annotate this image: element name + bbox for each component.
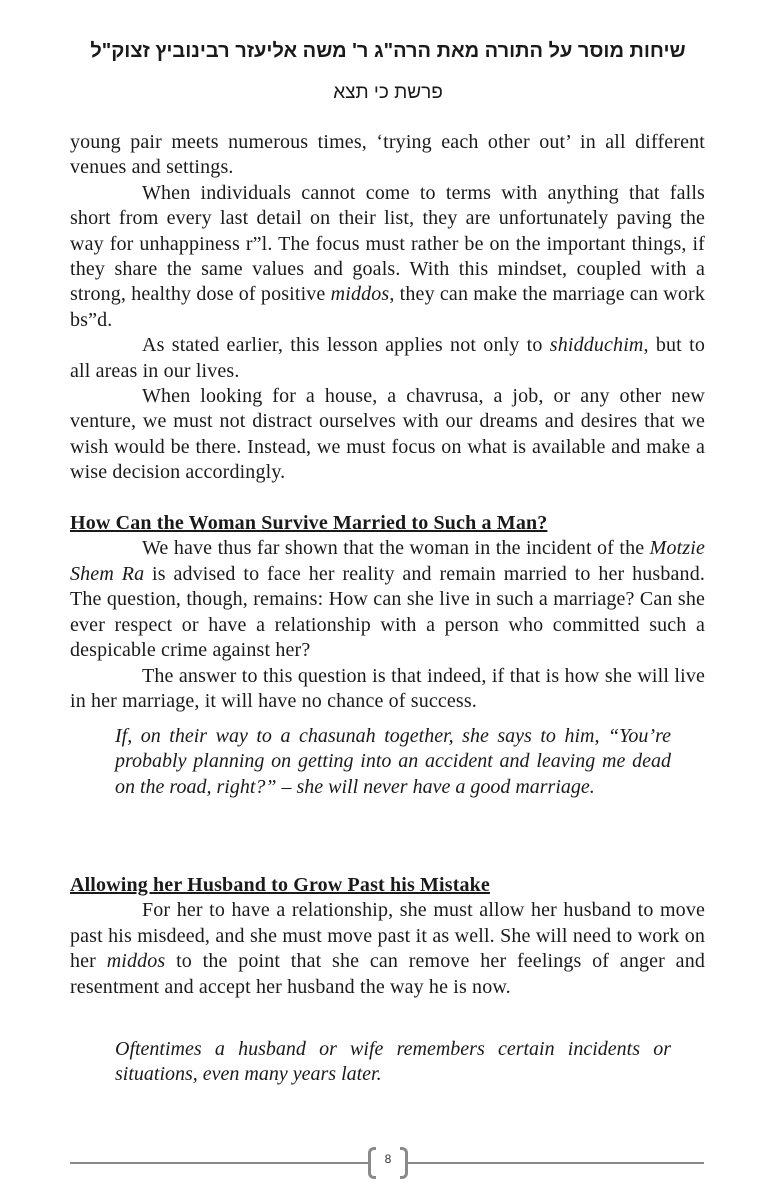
right-bracket-ornament [400,1147,408,1179]
body-section-2 [70,873,705,1000]
section-heading: How Can the Woman Survive Married to Such a Man? [70,512,548,535]
text: to the point that she can remove her feelings of anger and resentment and accept her husband the way he is now. [70,950,705,998]
text: When individuals cannot come to terms with anything that falls short from every last detail on their list, they are unfortunately paving the way for unhappiness r”l. The focus must rather be on the important things, if they share the same values and goals. With this mindset, coupled with a strong, healthy dose of positive [70,181,705,306]
running-header-parsha: פרשת כי תצא [333,82,443,103]
paragraph: The answer to this question is that indeed, if that is how she will live in her marriage, it will have no chance of success. [70,664,705,712]
text: We have thus far shown that the woman in the incident of the [142,537,650,560]
italic-term: shidduchim [549,334,644,357]
paragraph [70,898,705,1000]
quote-text: If, on their way to a chasunah together, she says to him, “You’re probably planning on getting into an accident and leaving me dead on the road, right?” – she will never have a good marriage. [115,725,671,798]
text: is advised to face her reality and remain married to her husband. The question, though, remains: How can she live in such a marriage? Can she ever respect or have a relationship with a person who committed such a despicable crime against her? [70,562,705,662]
text: , but to all areas in our lives. [70,334,705,382]
text: As stated earlier, this lesson applies not only to [142,334,550,357]
section-heading: Allowing her Husband to Grow Past his Mistake [70,874,490,896]
footer-rule-left [70,1162,368,1164]
block-quote [115,1037,671,1088]
paragraph [70,333,705,384]
footer-rule-right [408,1162,704,1164]
paragraph [70,181,705,333]
left-bracket-ornament [368,1147,376,1179]
running-header-title: שיחות מוסר על התורה מאת הרה"ג ר' משה אליעזר רבינוביץ זצוק"ל [90,40,686,62]
text: , they can make the marriage can work bs”d. [70,283,706,331]
text: For her to have a relationship, she must allow her husband to move past his misdeed, and she must move past it as well. She will need to work on her [70,899,705,973]
italic-term: middos [106,950,166,973]
italic-term: middos [330,283,390,306]
quote-text: Oftentimes a husband or wife remembers certain incidents or situations, even many years later. [115,1038,671,1086]
italic-term: Motzie Shem Ra [70,537,705,585]
block-quote [115,724,671,800]
paragraph [70,536,705,663]
body-section-1 [70,130,705,714]
page-number: 8 [384,1152,392,1166]
paragraph: young pair meets numerous times, ‘trying each other out’ in all different venues and settings. [70,131,705,179]
paragraph: When looking for a house, a chavrusa, a job, or any other new venture, we must not distract ourselves with our dreams and desires that we wish would be there. Instead, we must focus on what is available and make a wise decision accordingly. [70,385,705,484]
